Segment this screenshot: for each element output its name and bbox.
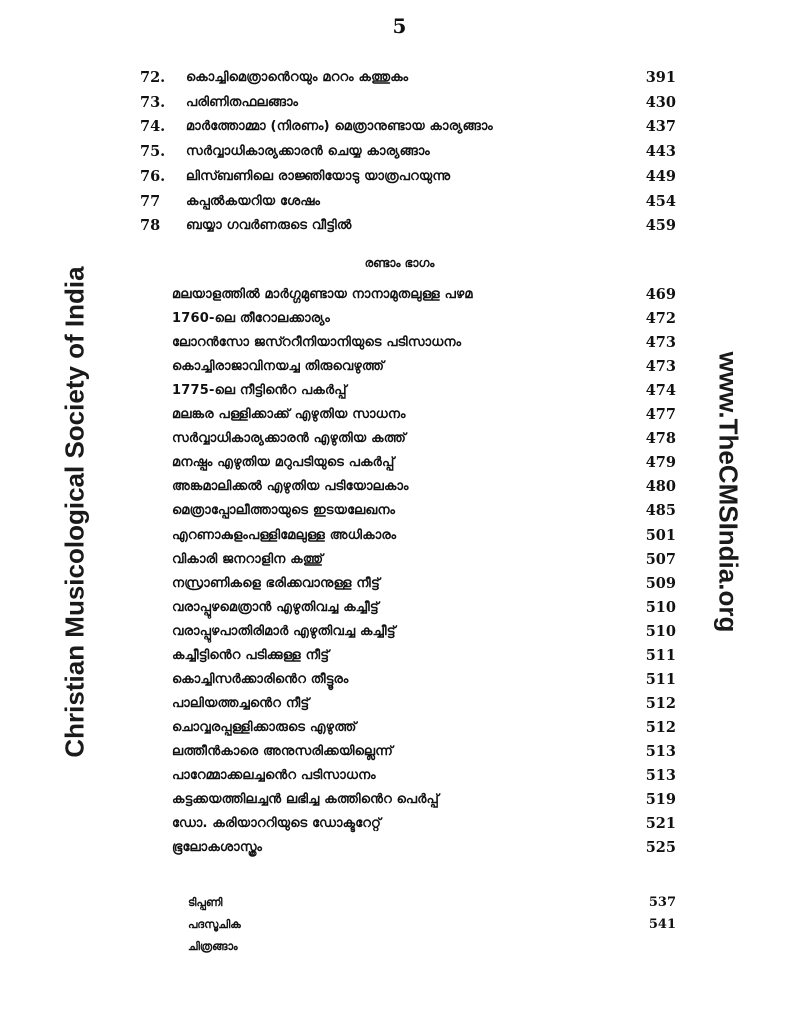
entry-page: 510 [645,598,676,616]
entry-title: ലിസ്ബണിലെ രാജ്ഞിയോടു യാത്രപറയുന്നു [186,168,451,184]
entry-page: 391 [645,69,676,86]
entry-title: ചിത്രങ്ങാം [188,940,238,953]
entry-title: കപ്പൽകയറിയ ശേഷം [186,193,321,209]
toc-entry [0,812,799,836]
toc-entry [0,331,799,355]
entry-title: മലയാളത്തിൽ മാർഗ്ഗമുണ്ടായ നാനാമുതലുള്ള പഴമ [172,287,473,302]
entry-page: 449 [645,167,676,185]
entry-title: സർവ്വാധികാര്യക്കാരൻ ചെയ്യ കാര്യങ്ങാം [186,144,430,160]
toc-entry [0,91,799,115]
entry-page: 513 [645,767,676,784]
entry-title: കൊച്ചിരാജാവിനയച്ച തിരുവെഴുത്ത് [172,359,385,375]
entry-title: കൊച്ചിസർക്കാരിൻെറ തീട്ടൂരം [172,671,349,687]
entry-title: നസ്രാണികളെ ഭരിക്കവാനുള്ള നീട്ട് [172,575,380,591]
entry-page: 472 [645,310,676,328]
entry-title: സർവ്വാധികാര്യക്കാരൻ എഴുതിയ കത്ത് [172,431,406,447]
toc-entry [0,427,799,451]
entry-page: 537 [648,895,676,910]
entry-number: 76. [140,167,166,185]
entry-title: പദസൂചിക [188,918,241,931]
entry-title: മനഷ്പം എഴുതിയ മറുപടിയുടെ പകർപ്പ് [172,455,395,471]
entry-page: 430 [645,93,676,111]
entry-title: വരാപ്പുഴപാതിരിമാർ എഴുതിവച്ച കച്ചീട്ട് [172,623,396,639]
toc-entry [0,499,799,523]
toc-entry [0,283,799,307]
entry-title: കട്ടക്കയത്തിലച്ചൻ ലഭിച്ച കത്തിൻെറ പെർപ്പ് [172,792,440,808]
entry-title: മെത്രാപ്പോലീത്തായുടെ ഇടയലേഖനം [172,503,396,519]
toc-entry [0,836,799,860]
toc-entry [0,620,799,644]
entry-page: 511 [645,670,676,688]
toc-entry [0,140,799,164]
entry-title: അങ്കമാലിക്കൽ എഴുതിയ പടിയോലകാം [172,479,409,495]
entry-title: കച്ചീട്ടിൻെറ പടിക്കുള്ള നീട്ട് [172,647,330,663]
entry-title: ലോറൻസോ ജസ്ററീനിയാനിയുടെ പടിസാധനം [172,335,462,351]
toc-entry [0,403,799,427]
toc-entry [0,572,799,596]
toc-entry [0,214,799,238]
entry-title: ടിപ്പണി [188,896,223,909]
toc-entry [0,307,799,331]
entry-page: 459 [645,217,676,235]
toc-entry [0,716,799,740]
entry-page: 437 [645,118,676,136]
entry-number: 72. [140,69,166,86]
toc-entry [0,788,799,812]
entry-page: 477 [645,406,676,424]
entry-page: 474 [645,382,676,400]
entry-page: 511 [645,646,676,664]
entry-title: ഭൂലോകശാസ്ത്രം [172,840,263,856]
toc-entry [0,379,799,403]
entry-title: 1760-ലെ തീറോലക്കാര്യം [172,311,331,327]
toc-entry [0,596,799,620]
entry-number: 73. [140,93,166,111]
toc-entry [0,764,799,788]
toc-entry [0,66,799,90]
entry-title: ചൊവ്വരപ്പള്ളിക്കാരുടെ എഴുത്ത് [172,719,357,735]
entry-page: 485 [645,502,676,520]
entry-title: വികാരി ജനറാളിന കത്തു് [172,551,324,567]
entry-page: 510 [645,622,676,640]
entry-page: 509 [645,574,676,592]
entry-number: 74. [140,118,166,136]
entry-page: 519 [645,791,676,809]
entry-page: 454 [645,192,676,210]
toc-entry [0,524,799,548]
entry-page: 521 [645,815,676,833]
entry-page: 525 [645,839,676,857]
entry-page: 541 [648,917,676,932]
watermark-right: www.TheCMSIndia.org [713,351,743,633]
toc-entry [0,165,799,189]
entry-page: 479 [645,454,676,472]
toc-entry [0,548,799,572]
entry-title: പാലിയത്തച്ചൻെറ നീട്ട് [172,695,310,711]
toc-entry [0,915,799,935]
toc-entry [0,115,799,139]
entry-title: മലങ്കര പള്ളിക്കാക്ക് എഴുതിയ സാധനം [172,407,406,423]
entry-title: എറണാകുളംപള്ളിമേലുള്ള അധികാരം [172,527,397,543]
entry-title: മാർത്തോമ്മാ (നിരണം) മെത്രാനുണ്ടായ കാര്യങ്ങാം [186,119,493,135]
entry-page: 443 [645,143,676,161]
entry-title: ബയ്യാ ഗവർണരുടെ വീട്ടിൽ [186,218,352,234]
entry-page: 473 [645,358,676,376]
entry-page: 501 [645,526,676,544]
entry-number: 78 [140,217,161,235]
entry-page: 507 [645,550,676,568]
watermark-left: Christian Musicological Society of India [59,266,89,758]
toc-entry [0,644,799,668]
toc-entry [0,451,799,475]
entry-title: പരിണിതഫലങ്ങാം [186,94,299,110]
toc-entry [0,668,799,692]
toc-entry [0,937,799,957]
toc-entry [0,190,799,214]
page-number: 5 [392,14,407,38]
toc-entry [0,692,799,716]
toc-entry [0,893,799,913]
entry-number: 77 [140,192,161,210]
entry-page: 512 [645,694,676,712]
entry-page: 473 [645,334,676,352]
part-two-heading: രണ്ടാം ഭാഗം [364,256,435,270]
entry-title: പാറേമ്മാക്കലച്ചൻെറ പടിസാധനം [172,768,376,783]
entry-title: വരാപ്പുഴമെത്രാൻ എഴുതിവച്ച കച്ചീട്ട് [172,599,379,615]
entry-page: 512 [645,718,676,736]
entry-title: കൊച്ചിമെത്രാൻെറയും മററം കത്തുകം [186,70,409,85]
toc-entry [0,355,799,379]
entry-page: 478 [645,430,676,448]
entry-title: 1775-ലെ നീട്ടിൻെറ പകർപ്പ് [172,383,347,399]
entry-number: 75. [140,143,166,161]
entry-title: ഡോ. കരിയാററിയുടെ ഡോക്ടറേറ്റ് [172,816,382,832]
toc-entry [0,740,799,764]
entry-page: 513 [645,742,676,760]
entry-title: ലത്തീൻകാരെ അനുസരിക്കയില്ലെന്ന് [172,743,393,759]
entry-page: 480 [645,478,676,496]
entry-page: 469 [645,286,676,303]
toc-entry [0,475,799,499]
